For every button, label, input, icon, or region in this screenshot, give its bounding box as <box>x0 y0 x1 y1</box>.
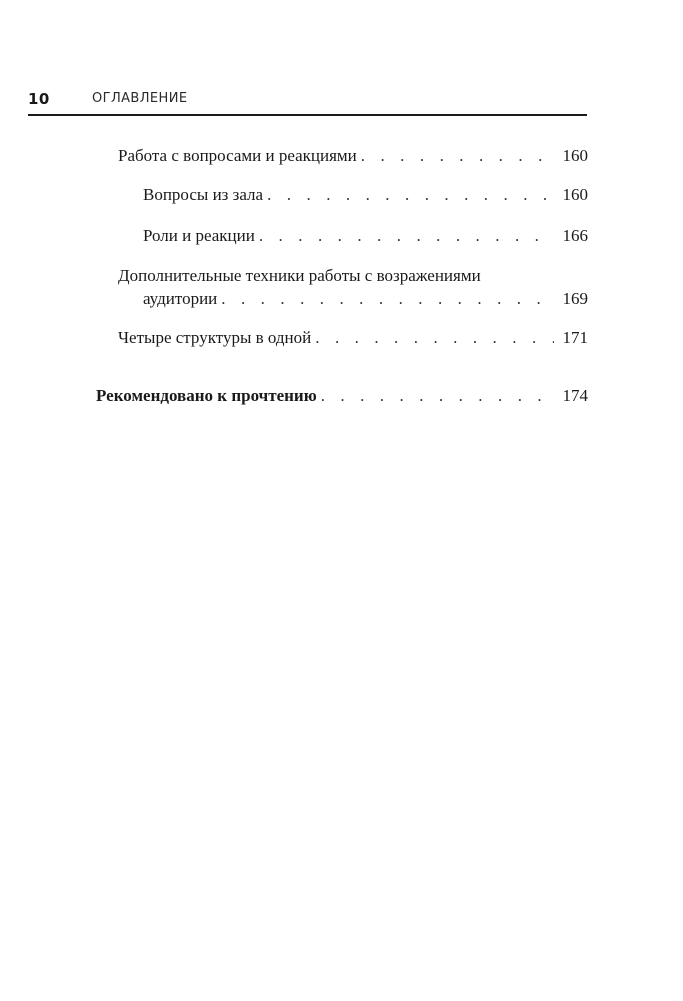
toc-entry-page: 160 <box>562 185 588 204</box>
toc-entry-questions-reactions[interactable] <box>118 146 588 166</box>
page-number: 10 <box>28 90 50 108</box>
running-head: ОГЛАВЛЕНИЕ <box>92 91 188 106</box>
dot-leader <box>259 226 554 246</box>
toc-entry-label: Вопросы из зала <box>143 185 264 204</box>
toc-entry-additional-techniques-line1[interactable]: Дополнительные техники работы с возражениями <box>118 266 481 285</box>
toc-entry-additional-techniques[interactable] <box>143 289 588 309</box>
toc-entry-label: Четыре структуры в одной <box>118 328 312 347</box>
toc-entry-page: 169 <box>562 289 588 308</box>
toc-entry-label: аудитории <box>143 289 218 308</box>
dot-leader <box>361 146 554 166</box>
toc-entry-four-structures[interactable] <box>118 328 588 348</box>
toc-entry-page: 171 <box>562 328 588 347</box>
toc-entry-label: Работа с вопросами и реакциями <box>118 146 357 165</box>
toc-entry-label: Рекомендовано к прочтению <box>96 386 317 405</box>
toc-entry-roles-reactions[interactable] <box>143 226 588 246</box>
toc-entry-label: Роли и реакции <box>143 226 255 245</box>
toc-entry-audience-questions[interactable] <box>143 185 588 205</box>
dot-leader <box>221 289 554 309</box>
toc-entry-page: 174 <box>562 386 588 405</box>
dot-leader <box>321 386 554 406</box>
dot-leader <box>267 185 554 205</box>
toc-entry-page: 166 <box>562 226 588 245</box>
toc-entry-recommended-reading[interactable] <box>96 386 588 406</box>
dot-leader <box>315 328 554 348</box>
toc-entry-page: 160 <box>562 146 588 165</box>
